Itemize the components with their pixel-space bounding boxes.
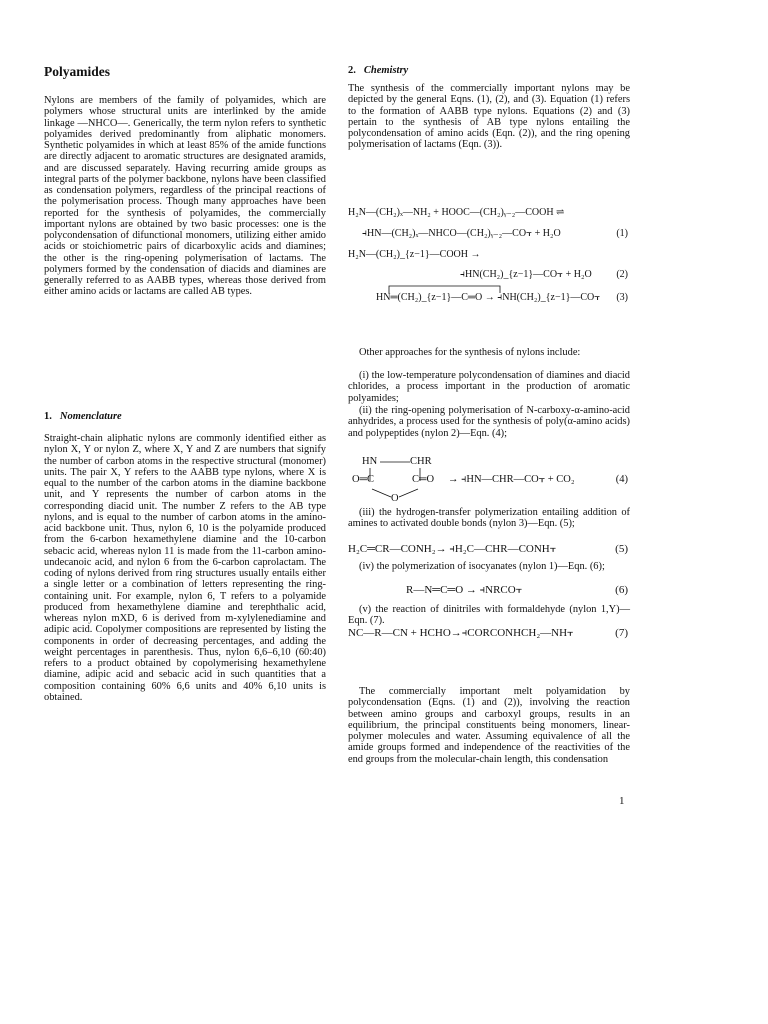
list-item-iv: (iv) the polymerization of isocyanates (nylon 1)—Eqn. (6); bbox=[359, 561, 605, 572]
list-item-i: (i) the low-temperature polycondensation of diamines and diacid chlorides, a process important in the production of aromatic polyamides; bbox=[348, 370, 630, 404]
equation-4-anhydride-ring bbox=[348, 456, 630, 506]
ring-chr-label: CHR bbox=[410, 456, 432, 467]
other-approaches-intro: Other approaches for the synthesis of nylons include: bbox=[359, 347, 581, 358]
ring-hn-label: HN bbox=[362, 456, 378, 467]
chemistry-paragraph: The synthesis of the commercially important nylons may be depicted by the general Eqns. (1), (2), and (3). Equation (1) refers to the formation of AABB type nylons. Equations (2) and (3) pertain to the synthesis of AB type nylons entailing the polycondensation of amino acids (Eqn. (2)), and the ring opening polymerisation of lactams (Eqn. (3)). bbox=[348, 83, 630, 151]
section-2-heading bbox=[348, 65, 408, 76]
section-2-title: Chemistry bbox=[363, 65, 409, 76]
ring-oxygen: O bbox=[391, 493, 399, 504]
equation-2-number: (2) bbox=[616, 269, 628, 280]
equation-4-number: (4) bbox=[615, 474, 628, 485]
ring-right-carbonyl: C═O bbox=[412, 474, 435, 485]
section-2-number: 2. bbox=[348, 65, 356, 76]
equation-1-number: (1) bbox=[616, 228, 628, 239]
equation-7-number: (7) bbox=[615, 627, 628, 639]
equation-4-product: → ⫞HN—CHR—CO⫟ + CO₂ bbox=[448, 474, 575, 485]
melt-polyamidation-paragraph: The commercially important melt polyamidation by polycondensation (Eqns. (1) and (2)), involving the reaction between amino groups and carboxyl groups, results in an equilibrium, the principal constituents being monomers, linear-polymer molecules and water. Assuming equivalence of all the amide groups formed and independence of the reactivities of the end groups from the molecular-chain length, this condensation bbox=[348, 686, 630, 765]
page-number: 1 bbox=[619, 795, 625, 807]
equation-6-number: (6) bbox=[615, 584, 628, 596]
section-1-title: Nomenclature bbox=[59, 411, 122, 422]
equation-5-number: (5) bbox=[615, 543, 628, 555]
article-title: Polyamides bbox=[44, 64, 110, 79]
section-1-number: 1. bbox=[44, 411, 52, 422]
list-item-v: (v) the reaction of dinitriles with formaldehyde (nylon 1,Y)—Eqn. (7). bbox=[348, 604, 630, 627]
intro-paragraph: Nylons are members of the family of polyamides, which are polymers whose structural units are interlinked by the amide linkage —NHCO—. Generically, the term nylon refers to synthetic polyamides derived predominantly from aliphatic monomers. Synthetic polyamides in which at least 85% of the amide functions are directly adjacent to aromatic structures are designated aramids, and are discussed separately. Having recurring amide groups as integral parts of the polymer backbone, nylons have been classified as condensation polymers, regardless of the principal reactions of the polymerisation process. Though many approaches have been reported for the synthesis of polyamides, the commercially important nylons are obtained by two basic processes: one is the polycondensation of difunctional monomers, utilizing either amido acids or stoichiometric pairs of dicarboxylic acids and diamines; the other is the ring-opening polymerisation of lactams. The polymers formed by the condensation of diacids and diamines are generally referred to as AABB types, whereas those derived from either amino acids or lactams are called AB types. bbox=[44, 95, 326, 298]
equation-3-number: (3) bbox=[616, 292, 628, 303]
section-1-heading bbox=[44, 411, 122, 422]
list-item-ii: (ii) the ring-opening polymerisation of N-carboxy-α-amino-acid anhydrides, a process used for the synthesis of poly(α-amino acids) and polypeptides (nylon 2)—Eqn. (4); bbox=[348, 405, 630, 439]
list-item-iii: (iii) the hydrogen-transfer polymerization entailing addition of amines to activated double bonds (nylon 3)—Eqn. (5); bbox=[348, 507, 630, 530]
ring-left-carbonyl: O═C bbox=[352, 474, 375, 485]
nomenclature-paragraph: Straight-chain aliphatic nylons are commonly identified either as nylon X, Y or nylon Z, where X, Y and Z are numbers that signify the number of carbon atoms in the respective structural (monomer) units. The pair X, Y refers to the AABB type nylons, where X is equal to the number of the carbon atoms in the diamine backbone unit, and Y represents the number of carbon atoms in the corresponding diacid unit. The number Z refers to the AB type nylons, and is equal to the number of carbon atoms in the amino-acid backbone unit. Thus, nylon 6, 10 is the polyamide produced from the 6-carbon hexamethylene diamine and the 10-carbon sebacic acid, whereas nylon 11 is made from the 11-carbon amino-undecanoic acid, and nylon 6 from the 6-carbon caprolactam. The coding of nylons derived from ring structures usually entails either a single letter or a combination of letters representing the ring-containing unit. For example, nylon 6, T refers to a polyamide produced from hexamethylene diamine and terephthalic acid, whereas nylon mXD, 6 is derived from m-xylylenediamine and adipic acid. Copolymer compositions are represented by listing the components in order of decreasing percentages, and adding the weight percentages in parenthesis. Thus, nylon 6,6–6,10 (60:40) refers to a product obtained by copolymerising hexamethylene diamine, adipic acid and sebacic acid in such quantities that a composition containing 60% 6,6 units and 40% 6,10 units is obtained. bbox=[44, 433, 326, 703]
